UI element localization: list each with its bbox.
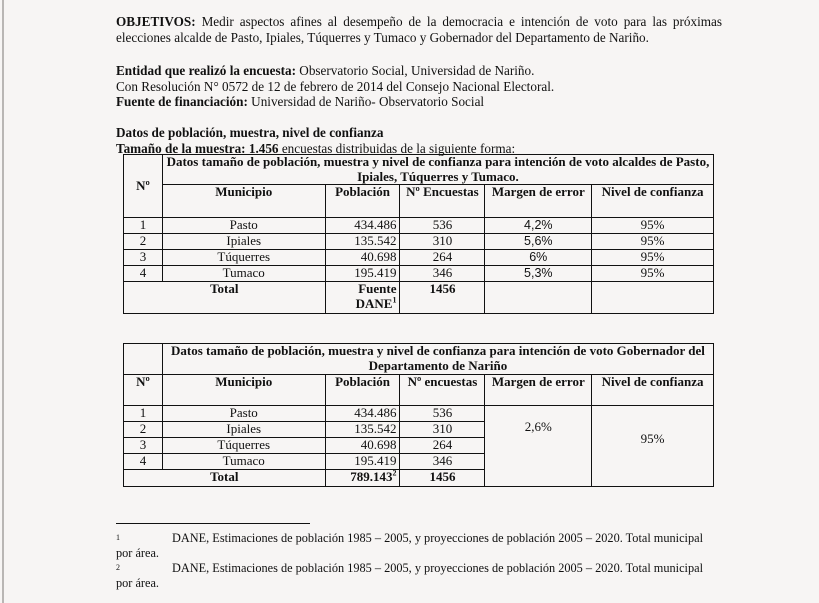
footnote-1	[116, 531, 716, 560]
footnote-ref: 2	[392, 468, 397, 478]
header-margen: Margen de error	[485, 375, 592, 406]
table-row: 1 Pasto 434.486 536 4,2% 95%	[124, 218, 714, 234]
header-poblacion: Población	[325, 185, 400, 218]
nivel-merged: 95%	[592, 406, 714, 487]
muestra-label: Tamaño de la muestra: 1.456	[116, 140, 279, 156]
datos-heading-block	[116, 125, 515, 156]
fuente-label: Fuente de financiación:	[116, 94, 248, 109]
header-encuestas: Nº Encuestas	[400, 185, 485, 218]
entidad-text: Observatorio Social, Universidad de Nariño.	[296, 63, 535, 78]
entidad-line	[116, 63, 554, 79]
footnote-divider	[116, 523, 310, 524]
total-row	[124, 282, 714, 314]
fuente-line	[116, 94, 554, 110]
objetivos-text: Medir aspectos afines al desempeño de la democracia e intención de voto para las próximas elecciones alcalde de Pasto, Ipiales, Túquerres y Tumaco y Gobernador del Departamento de Nariño.	[116, 14, 722, 45]
fuente-text: Universidad de Nariño- Observatorio Social	[247, 94, 485, 109]
total-label: Total	[124, 282, 326, 314]
resolucion-line: Con Resolución N° 0572 de 12 de febrero de 2014 del Consejo Nacional Electoral.	[116, 78, 555, 94]
objetivos-paragraph	[116, 14, 722, 45]
table-title: Datos tamaño de población, muestra y nivel de confianza para intención de voto alcaldes de Pasto, Ipiales, Túquerres y Tumaco.	[162, 155, 713, 185]
table-row: 2 Ipiales 135.542 310 5,6% 95%	[124, 234, 714, 250]
table-row: 4 Tumaco 195.419 346	[124, 454, 714, 470]
header-municipio: Municipio	[162, 375, 325, 406]
entidad-label: Entidad que realizó la encuesta:	[116, 63, 296, 78]
table-row: 3 Túquerres 40.698 264	[124, 438, 714, 454]
footnote-2	[116, 561, 716, 590]
table-title: Datos tamaño de población, muestra y nivel de confianza para intención de voto Gobernador del Departamento de Nariño	[162, 344, 713, 375]
table-row: 2 Ipiales 135.542 310	[124, 422, 714, 438]
table-row: 4 Tumaco 195.419 346 5,3% 95%	[124, 266, 714, 282]
footnote-text: DANE, Estimaciones de población 1985 – 2005, y proyecciones de población 2005 – 2020. Total municipal por área.	[116, 561, 703, 590]
table-row: 3 Túquerres 40.698 264 6% 95%	[124, 250, 714, 266]
total-encuestas: 1456	[400, 282, 485, 314]
footnote-number: 1	[116, 533, 120, 542]
footnote-ref: 1	[392, 295, 397, 305]
total-encuestas: 1456	[400, 470, 485, 487]
header-nivel: Nivel de confianza	[592, 375, 714, 406]
table-row: 1 Pasto 434.486 536 2,6% 95%	[124, 406, 714, 422]
objetivos-label: OBJETIVOS:	[116, 14, 196, 29]
total-nivel-empty	[592, 282, 714, 314]
total-poblacion: Fuente DANE$^1$	[325, 282, 400, 314]
header-n: Nº	[124, 375, 163, 406]
header-municipio: Municipio	[162, 185, 325, 218]
margen-merged: 2,6%	[485, 406, 592, 487]
header-n: Nº	[124, 155, 163, 218]
total-margen-empty	[485, 282, 592, 314]
datos-heading: Datos de población, muestra, nivel de confianza	[116, 125, 384, 140]
muestra-text: encuestas distribuidas de la siguiente forma:	[278, 140, 516, 156]
header-margen: Margen de error	[485, 185, 592, 218]
header-corner-empty	[124, 344, 163, 375]
entidad-block	[116, 63, 554, 110]
table-alcaldes	[123, 154, 714, 314]
table-gobernador	[123, 343, 714, 487]
footnote-number: 2	[116, 563, 120, 572]
total-poblacion: 789.143$^2$	[325, 470, 400, 487]
footnote-text: DANE, Estimaciones de población 1985 – 2005, y proyecciones de población 2005 – 2020. Total municipal por área.	[116, 531, 703, 560]
total-label: Total	[124, 470, 326, 487]
page-edge-divider	[2, 0, 4, 603]
header-nivel: Nivel de confianza	[592, 185, 714, 218]
header-poblacion: Población	[325, 375, 400, 406]
header-encuestas: Nº encuestas	[400, 375, 485, 406]
